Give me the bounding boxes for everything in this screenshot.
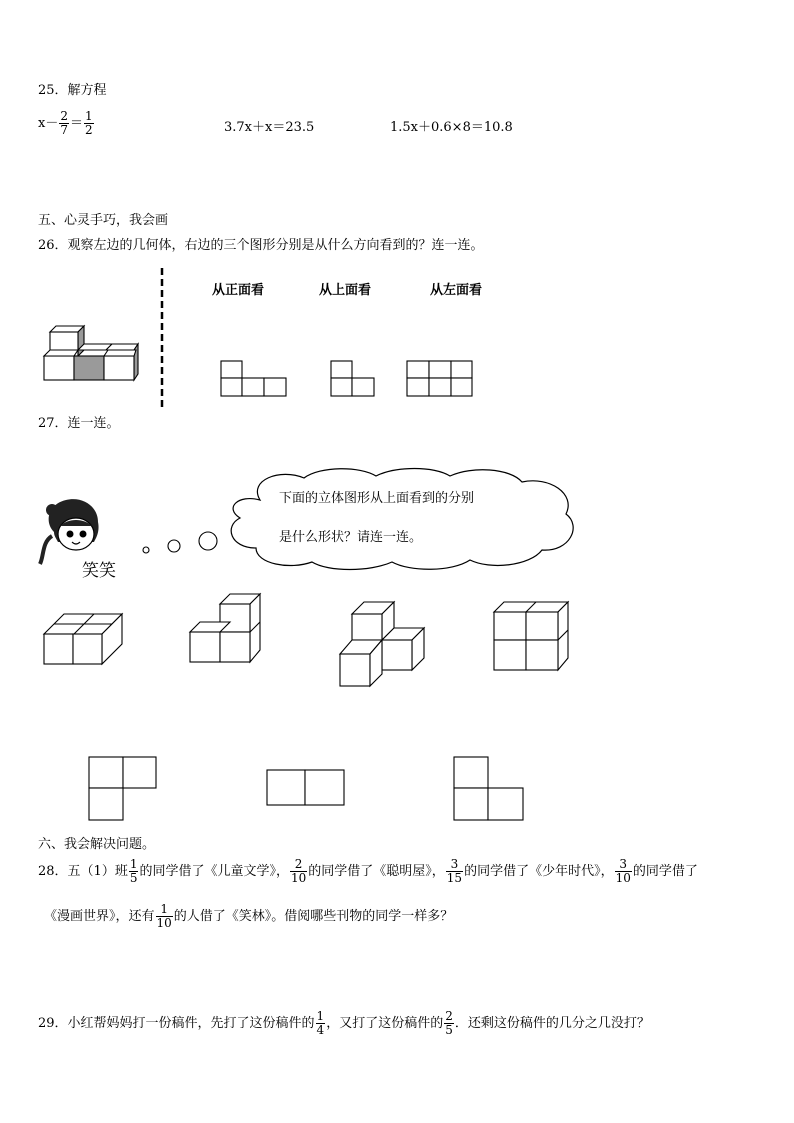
solid-2 (188, 592, 264, 664)
q26-solid-figure (40, 322, 144, 384)
q25-title: 25．解方程 (38, 83, 107, 98)
label-front-view: 从正面看 (212, 283, 265, 298)
thought-bubbles (140, 526, 220, 556)
fraction: $\frac{1}{2}$ (85, 109, 93, 137)
view-top-shape (330, 360, 376, 398)
label-top-view: 从上面看 (319, 283, 372, 298)
section-6-heading: 六、我会解决问题。 (38, 837, 156, 852)
q25-equation-2: 3.7x＋x＝23.5 (224, 120, 315, 135)
section-5-heading: 五、心灵手巧，我会画 (38, 213, 169, 228)
fraction: $\frac{1}{5}$ (129, 857, 138, 885)
q29-text: 29．小红帮妈妈打一份稿件，先打了这份稿件的 $\frac{1}{4}$ ，又打了这份稿件的 $\frac{2}{5}$ ．还剩这份稿件的几分之几没打？ (38, 1009, 650, 1037)
solid-1 (42, 610, 124, 666)
fraction: $\frac{1}{10}$ (156, 902, 172, 930)
top-shape-b (266, 769, 346, 807)
q28-line-1: 28．五（1）班 $\frac{1}{5}$ 的同学借了《儿童文学》， $\frac{2}{10}$ 的同学借了《聪明屋》， $\frac{3}{15}$ 的同学借了《少年时代》， $\frac{3}{10}$ 的同学借了 (38, 857, 698, 885)
fraction: $\frac{1}{4}$ (316, 1009, 325, 1037)
q25-equation-3: 1.5x＋0.6×8＝10.8 (390, 120, 513, 135)
q26-title: 26．观察左边的几何体，右边的三个图形分别是从什么方向看到的？连一连。 (38, 238, 484, 253)
equals-sign: ＝ (69, 116, 83, 131)
fraction: $\frac{2}{7}$ (60, 109, 68, 137)
solid-3 (338, 600, 428, 690)
q25-equation-1 (38, 110, 95, 137)
top-shape-a (88, 756, 158, 822)
solid-4 (492, 600, 570, 672)
eq1-lhs: x－ (38, 116, 59, 131)
bubble-text-line-1: 下面的立体图形从上面看到的分别 (279, 491, 475, 506)
fraction: $\frac{2}{10}$ (290, 857, 307, 885)
fraction: $\frac{2}{5}$ (445, 1009, 453, 1037)
q27-title: 27．连一连。 (38, 416, 120, 431)
girl-label: 笑笑 (82, 561, 116, 581)
dashed-separator (160, 268, 164, 410)
top-shape-c (453, 756, 525, 822)
fraction: $\frac{3}{10}$ (615, 857, 631, 885)
bubble-text-line-2: 是什么形状？请连一连。 (279, 530, 423, 545)
view-left-shape (406, 360, 474, 398)
view-front-shape (220, 360, 288, 398)
thought-cloud (220, 466, 582, 572)
q28-line-2: 《漫画世界》，还有 $\frac{1}{10}$ 的人借了《笑林》。借阅哪些刊物的同学一样多？ (44, 902, 454, 930)
label-left-view: 从左面看 (430, 283, 483, 298)
fraction: $\frac{3}{15}$ (446, 857, 463, 885)
